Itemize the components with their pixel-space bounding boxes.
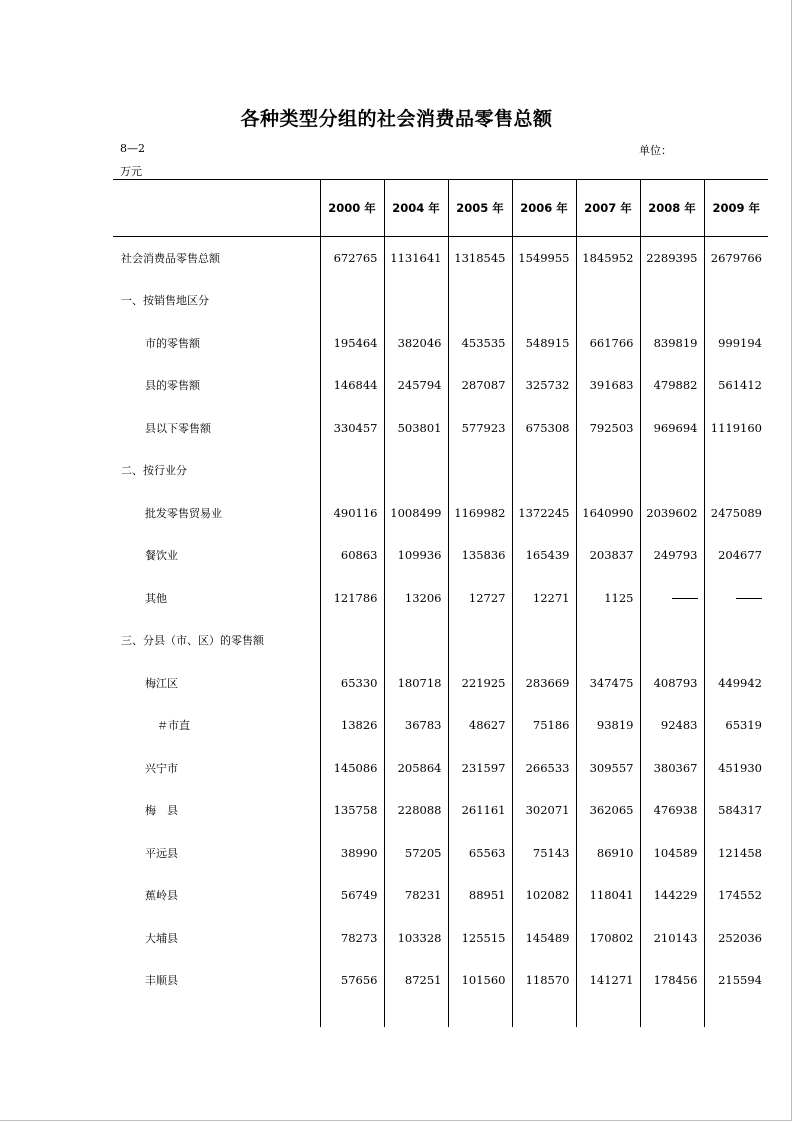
tail-cell (448, 1002, 512, 1027)
value-cell: 135758 (320, 789, 384, 832)
table-row (113, 577, 768, 620)
value-cell: 86910 (576, 832, 640, 875)
value-cell: 969694 (640, 407, 704, 450)
value-cell: 102082 (512, 874, 576, 917)
table-row (113, 279, 768, 322)
row-label: 批发零售贸易业 (145, 506, 222, 520)
row-label: 二、按行业分 (121, 464, 187, 478)
row-label: ＃市直 (157, 719, 190, 733)
value-cell: 839819 (640, 322, 704, 365)
value-cell: 451930 (704, 747, 768, 790)
row-label: 三、分县（市、区）的零售额 (121, 634, 264, 648)
tail-cell (320, 1002, 384, 1027)
value-cell: 999194 (704, 322, 768, 365)
value-cell (576, 619, 640, 662)
value-cell: 302071 (512, 789, 576, 832)
value-cell: 146844 (320, 364, 384, 407)
row-label: 梅江区 (145, 676, 178, 690)
value-cell: 145086 (320, 747, 384, 790)
table-body (113, 237, 768, 1027)
value-cell: 13206 (384, 577, 448, 620)
value-cell: 121786 (320, 577, 384, 620)
unit-value: 万元 (120, 165, 142, 178)
value-cell (384, 619, 448, 662)
header-blank-cell (113, 180, 320, 237)
no-data-dash (640, 577, 704, 620)
row-label: 蕉岭县 (145, 889, 178, 903)
value-cell: 57205 (384, 832, 448, 875)
value-cell: 1119160 (704, 407, 768, 450)
value-cell: 65563 (448, 832, 512, 875)
page-title: 各种类型分组的社会消费品零售总额 (240, 108, 553, 130)
value-cell: 118041 (576, 874, 640, 917)
value-cell (576, 449, 640, 492)
value-cell: 362065 (576, 789, 640, 832)
table-row (113, 832, 768, 875)
tail-cell (576, 1002, 640, 1027)
value-cell: 103328 (384, 917, 448, 960)
value-cell: 503801 (384, 407, 448, 450)
value-cell (512, 449, 576, 492)
value-cell: 118570 (512, 959, 576, 1002)
sales-table (113, 179, 768, 1027)
table-row (113, 619, 768, 662)
value-cell: 65330 (320, 662, 384, 705)
tail-cell (384, 1002, 448, 1027)
value-cell (384, 449, 448, 492)
value-cell (320, 279, 384, 322)
table-code: 8—2 (120, 142, 145, 155)
tail-cell (704, 1002, 768, 1027)
value-cell (576, 279, 640, 322)
value-cell: 2679766 (704, 237, 768, 280)
value-cell: 283669 (512, 662, 576, 705)
year-header: 2009 年 (704, 180, 768, 237)
unit-label: 单位： (639, 144, 672, 157)
value-cell: 249793 (640, 534, 704, 577)
value-cell: 347475 (576, 662, 640, 705)
value-cell: 261161 (448, 789, 512, 832)
value-cell: 561412 (704, 364, 768, 407)
value-cell: 48627 (448, 704, 512, 747)
row-label: 兴宁市 (145, 761, 178, 775)
value-cell: 382046 (384, 322, 448, 365)
value-cell (384, 279, 448, 322)
row-label: 梅 县 (145, 804, 178, 818)
value-cell (704, 619, 768, 662)
year-header: 2007 年 (576, 180, 640, 237)
value-cell: 325732 (512, 364, 576, 407)
value-cell: 75186 (512, 704, 576, 747)
value-cell: 109936 (384, 534, 448, 577)
value-cell: 672765 (320, 237, 384, 280)
value-cell (320, 619, 384, 662)
value-cell: 180718 (384, 662, 448, 705)
row-label: 社会消费品零售总额 (121, 252, 220, 265)
value-cell: 78231 (384, 874, 448, 917)
dash-line (672, 598, 698, 599)
value-cell: 178456 (640, 959, 704, 1002)
value-cell: 92483 (640, 704, 704, 747)
value-cell: 408793 (640, 662, 704, 705)
value-cell: 479882 (640, 364, 704, 407)
value-cell: 2289395 (640, 237, 704, 280)
table-row (113, 789, 768, 832)
value-cell (320, 449, 384, 492)
row-label: 丰顺县 (145, 974, 178, 988)
value-cell (704, 449, 768, 492)
table-row (113, 322, 768, 365)
table-tail-row (113, 1002, 768, 1027)
row-label: 其他 (145, 591, 167, 605)
value-cell: 75143 (512, 832, 576, 875)
year-header: 2005 年 (448, 180, 512, 237)
table-row (113, 917, 768, 960)
table-row (113, 364, 768, 407)
value-cell: 12727 (448, 577, 512, 620)
value-cell: 380367 (640, 747, 704, 790)
value-cell: 1640990 (576, 492, 640, 535)
value-cell: 60863 (320, 534, 384, 577)
value-cell: 453535 (448, 322, 512, 365)
value-cell (448, 619, 512, 662)
table-row (113, 747, 768, 790)
value-cell: 1549955 (512, 237, 576, 280)
value-cell: 577923 (448, 407, 512, 450)
value-cell: 675308 (512, 407, 576, 450)
row-label: 大埔县 (145, 931, 178, 945)
value-cell (512, 279, 576, 322)
value-cell: 12271 (512, 577, 576, 620)
value-cell: 87251 (384, 959, 448, 1002)
value-cell: 36783 (384, 704, 448, 747)
value-cell: 1372245 (512, 492, 576, 535)
table-row (113, 704, 768, 747)
value-cell: 1318545 (448, 237, 512, 280)
value-cell: 1008499 (384, 492, 448, 535)
value-cell: 93819 (576, 704, 640, 747)
row-label: 市的零售额 (145, 336, 200, 350)
value-cell: 205864 (384, 747, 448, 790)
value-cell: 476938 (640, 789, 704, 832)
tail-cell (640, 1002, 704, 1027)
value-cell: 121458 (704, 832, 768, 875)
value-cell (512, 619, 576, 662)
value-cell: 170802 (576, 917, 640, 960)
table-row (113, 662, 768, 705)
value-cell: 1845952 (576, 237, 640, 280)
value-cell: 309557 (576, 747, 640, 790)
value-cell: 104589 (640, 832, 704, 875)
value-cell (640, 619, 704, 662)
value-cell: 101560 (448, 959, 512, 1002)
table-row (113, 237, 768, 280)
value-cell: 203837 (576, 534, 640, 577)
value-cell: 145489 (512, 917, 576, 960)
value-cell: 449942 (704, 662, 768, 705)
no-data-dash (704, 577, 768, 620)
value-cell: 204677 (704, 534, 768, 577)
value-cell: 1125 (576, 577, 640, 620)
value-cell: 221925 (448, 662, 512, 705)
value-cell: 144229 (640, 874, 704, 917)
row-label: 平远县 (145, 846, 178, 860)
table-row (113, 534, 768, 577)
tail-cell (512, 1002, 576, 1027)
table-row (113, 959, 768, 1002)
value-cell (704, 279, 768, 322)
value-cell: 391683 (576, 364, 640, 407)
value-cell: 125515 (448, 917, 512, 960)
value-cell: 38990 (320, 832, 384, 875)
value-cell: 2475089 (704, 492, 768, 535)
value-cell: 330457 (320, 407, 384, 450)
year-header: 2004 年 (384, 180, 448, 237)
value-cell (448, 279, 512, 322)
table-row (113, 874, 768, 917)
value-cell: 57656 (320, 959, 384, 1002)
value-cell: 2039602 (640, 492, 704, 535)
year-header: 2008 年 (640, 180, 704, 237)
value-cell (448, 449, 512, 492)
dash-line (736, 598, 762, 599)
row-label: 餐饮业 (145, 549, 178, 563)
value-cell: 1131641 (384, 237, 448, 280)
tail-label-cell (113, 1002, 320, 1027)
row-label: 县以下零售额 (145, 421, 211, 435)
year-header: 2006 年 (512, 180, 576, 237)
value-cell: 210143 (640, 917, 704, 960)
value-cell: 13826 (320, 704, 384, 747)
value-cell: 56749 (320, 874, 384, 917)
year-header: 2000 年 (320, 180, 384, 237)
table-header-row (113, 180, 768, 237)
value-cell: 266533 (512, 747, 576, 790)
value-cell: 490116 (320, 492, 384, 535)
value-cell: 78273 (320, 917, 384, 960)
table-row (113, 492, 768, 535)
value-cell: 165439 (512, 534, 576, 577)
value-cell: 88951 (448, 874, 512, 917)
value-cell: 245794 (384, 364, 448, 407)
value-cell: 231597 (448, 747, 512, 790)
value-cell: 661766 (576, 322, 640, 365)
value-cell: 287087 (448, 364, 512, 407)
value-cell: 548915 (512, 322, 576, 365)
value-cell: 65319 (704, 704, 768, 747)
value-cell: 195464 (320, 322, 384, 365)
value-cell: 584317 (704, 789, 768, 832)
value-cell: 1169982 (448, 492, 512, 535)
value-cell: 135836 (448, 534, 512, 577)
value-cell: 141271 (576, 959, 640, 1002)
value-cell: 174552 (704, 874, 768, 917)
value-cell (640, 449, 704, 492)
value-cell: 792503 (576, 407, 640, 450)
value-cell: 228088 (384, 789, 448, 832)
table-row (113, 407, 768, 450)
row-label: 县的零售额 (145, 379, 200, 393)
value-cell: 215594 (704, 959, 768, 1002)
row-label: 一、按销售地区分 (121, 294, 209, 308)
value-cell (640, 279, 704, 322)
table-row (113, 449, 768, 492)
value-cell: 252036 (704, 917, 768, 960)
